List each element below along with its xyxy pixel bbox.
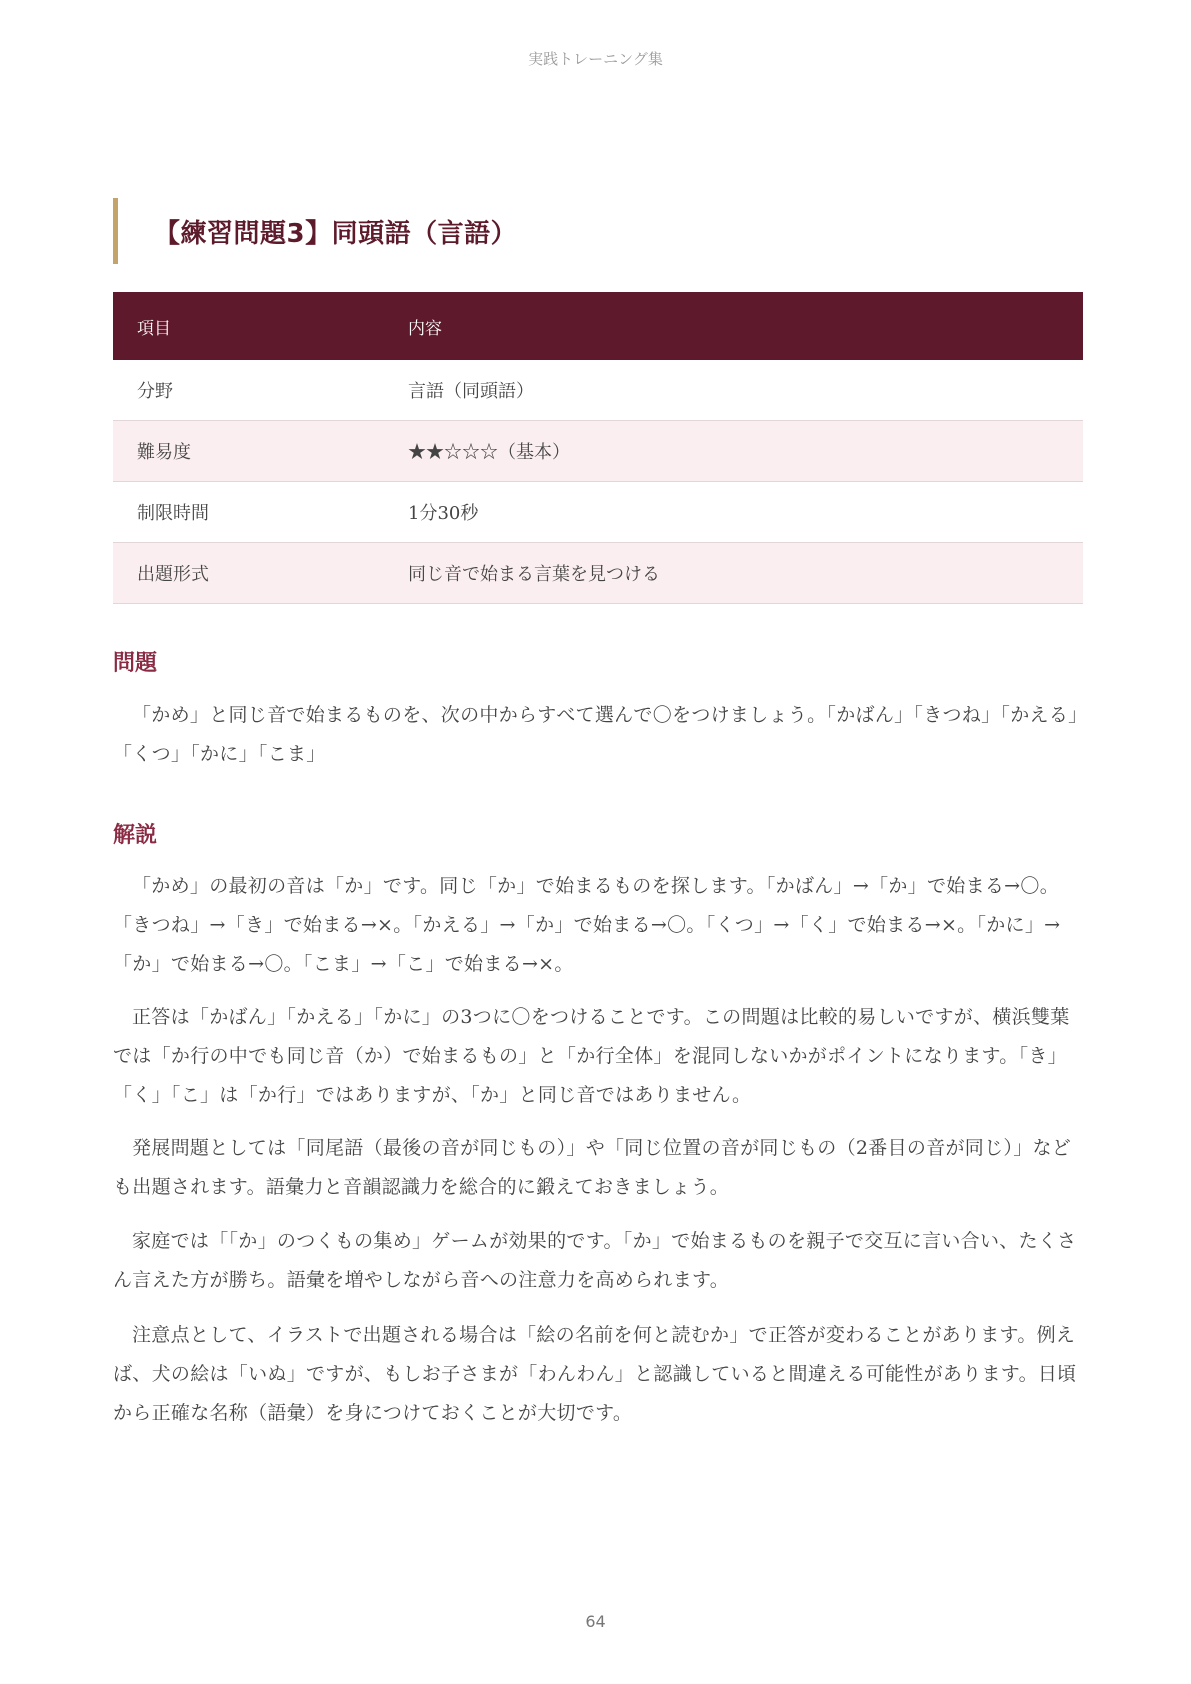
title-block — [113, 198, 517, 264]
explanation-paragraph: 家庭では「「か」のつくもの集め」ゲームが効果的です。「か」で始まるものを親子で交互に言い合い、たくさん言えた方が勝ち。語彙を増やしながら音への注意力を高められます。 — [113, 1230, 1077, 1291]
question-heading: 問題 — [113, 651, 158, 676]
explanation-paragraph: 注意点として、イラストで出題される場合は「絵の名前を何と読むか」で正答が変わることがあります。例えば、犬の絵は「いぬ」ですが、もしお子さまが「わんわん」と認識していると間違える可能性があります。日頃から正確な名称（語彙）を身につけておくことが大切です。 — [113, 1324, 1077, 1424]
row-label: 制限時間 — [113, 482, 384, 543]
page-title: 【練習問題3】同頭語（言語） — [154, 218, 518, 249]
page-number: 64 — [585, 1612, 606, 1631]
table-row — [113, 360, 1083, 421]
table-header-row — [113, 292, 1083, 360]
explanation-heading: 解説 — [113, 823, 158, 848]
explanation-paragraph: 正答は「かばん」「かえる」「かに」の3つに〇をつけることです。この問題は比較的易しいですが、横浜雙葉では「か行の中でも同じ音（か）で始まるもの」と「か行全体」を混同しないかがポイントになります。「き」「く」「こ」は「か行」ではありますが、「か」と同じ音ではありません。 — [113, 1006, 1070, 1106]
table-row — [113, 543, 1083, 604]
table-row — [113, 482, 1083, 543]
question-text: 「かめ」と同じ音で始まるものを、次の中からすべて選んで〇をつけましょう。「かばん」「きつね」「かえる」「くつ」「かに」「こま」 — [113, 704, 1078, 765]
row-label: 難易度 — [113, 421, 384, 482]
row-value: ★★☆☆☆（基本） — [384, 421, 1083, 482]
row-value: 言語（同頭語） — [384, 360, 1083, 421]
info-table — [113, 292, 1083, 604]
row-value: 1分30秒 — [384, 482, 1083, 543]
row-label: 分野 — [113, 360, 384, 421]
explanation-paragraph: 「かめ」の最初の音は「か」です。同じ「か」で始まるものを探します。「かばん」→「か」で始まる→〇。「きつね」→「き」で始まる→×。「かえる」→「か」で始まる→〇。「くつ」→「く」で始まる→×。「かに」→「か」で始まる→〇。「こま」→「こ」で始まる→×。 — [113, 875, 1061, 975]
column-header-item: 項目 — [113, 292, 384, 360]
explanation-paragraph: 発展問題としては「同尾語（最後の音が同じもの）」や「同じ位置の音が同じもの（2番目の音が同じ）」なども出題されます。語彙力と音韻認識力を総合的に鍛えておきましょう。 — [113, 1137, 1072, 1198]
running-header: 実践トレーニング集 — [528, 50, 663, 68]
row-label: 出題形式 — [113, 543, 384, 604]
table-row — [113, 421, 1083, 482]
column-header-content: 内容 — [384, 292, 1083, 360]
row-value: 同じ音で始まる言葉を見つける — [384, 543, 1083, 604]
